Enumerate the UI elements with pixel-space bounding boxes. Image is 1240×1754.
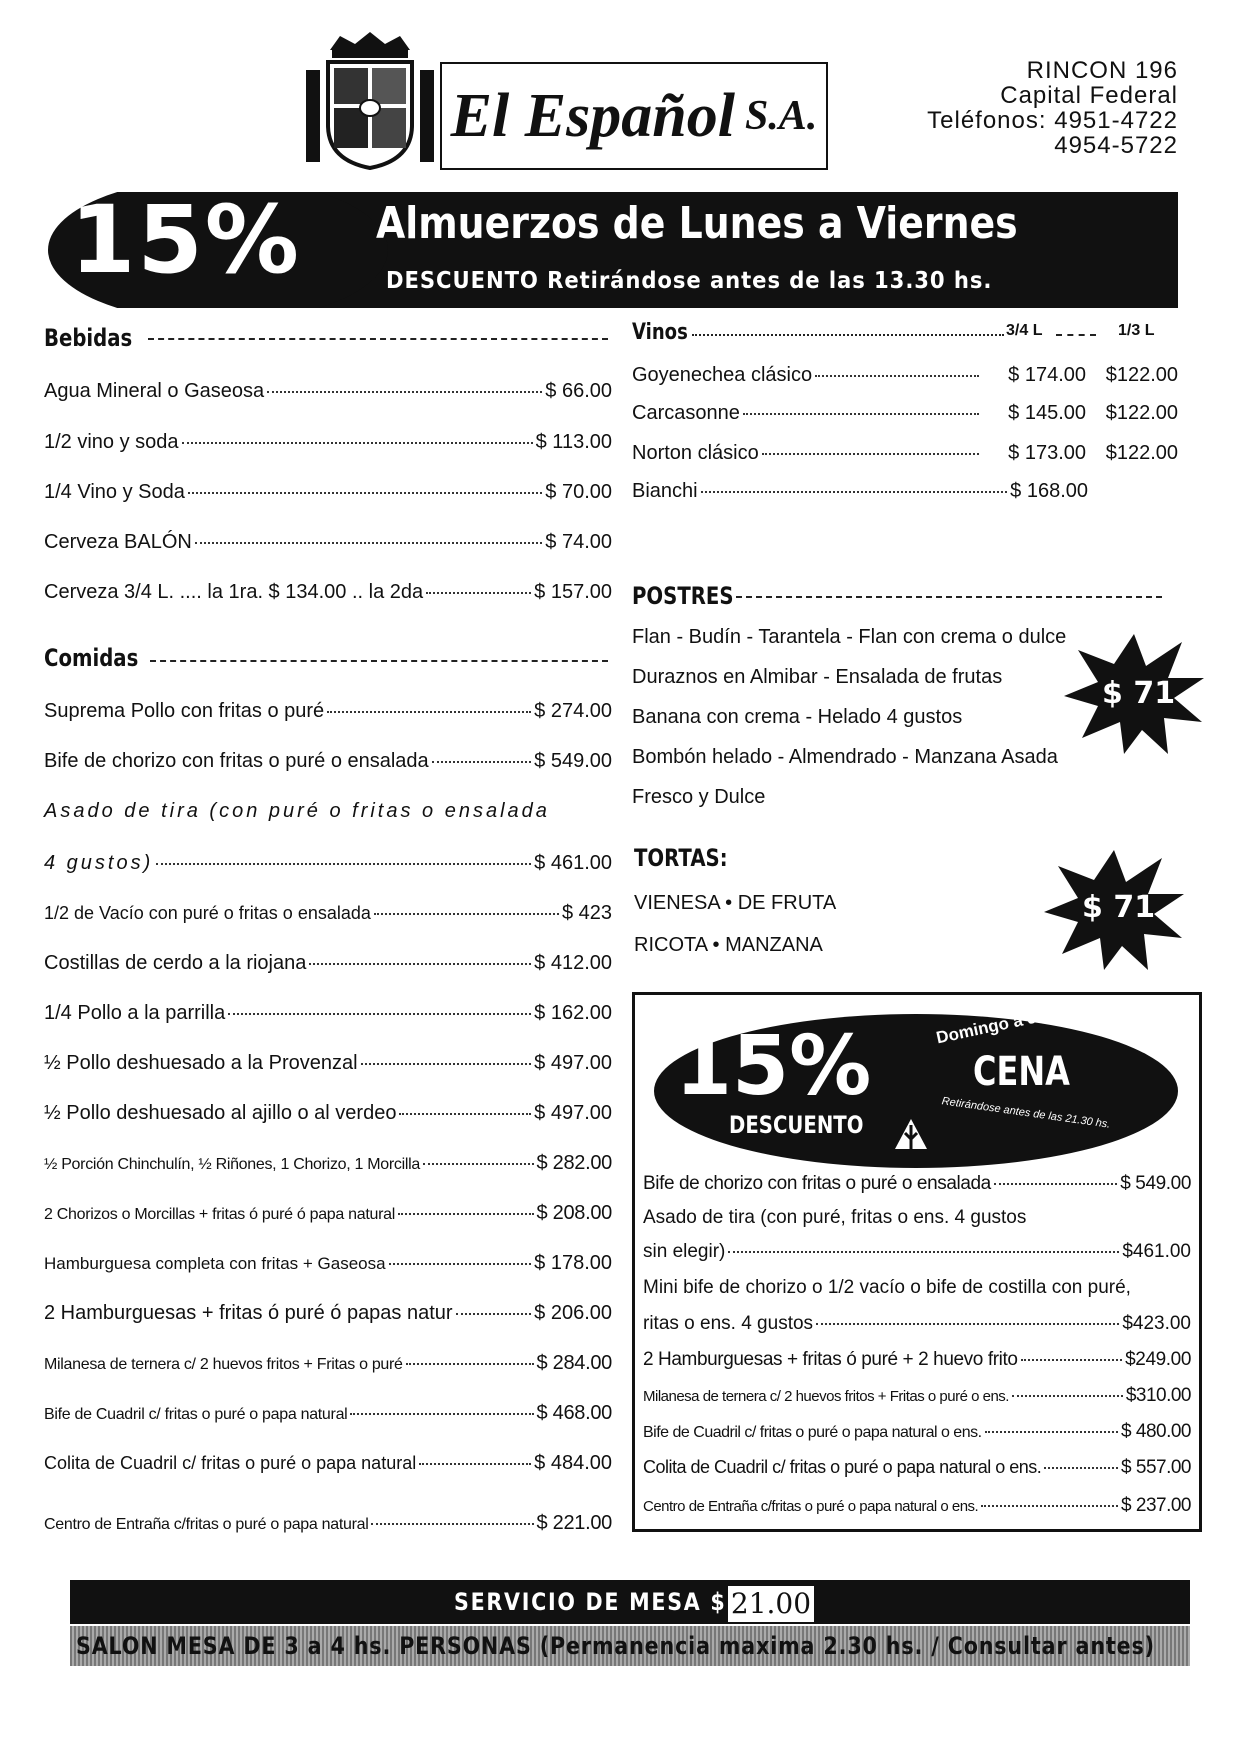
leader-dots (406, 1363, 534, 1365)
leader-dots (309, 963, 531, 965)
price-3-4: $ 173.00 (1008, 442, 1086, 464)
item-name: 2 Hamburguesas + fritas ó puré ó papas natur (44, 1302, 453, 1324)
menu-row (44, 902, 612, 925)
wine-name: Goyenechea clásico (632, 364, 813, 386)
price-1-3: $122.00 (1105, 364, 1178, 386)
menu-row (44, 481, 612, 504)
leader-dots (432, 761, 531, 763)
item-price: $ 557.00 (1121, 1457, 1191, 1478)
brand-name (440, 62, 828, 170)
item-name: Colita de Cuadril c/ fritas o puré o papa natural (44, 1453, 417, 1473)
col-header-3-4: 3/4 L (1006, 322, 1043, 339)
item-name: 2 Hamburguesas + fritas ó puré + 2 huevo frito (643, 1349, 1018, 1370)
cena-row (643, 1385, 1191, 1407)
leader-dots (994, 1183, 1117, 1185)
cena-line: Mini bife de chorizo o 1/2 vacío o bife de costilla con puré, (643, 1277, 1131, 1298)
wine-row (632, 402, 1178, 425)
menu-row (44, 750, 612, 773)
item-name: Asado de tira (con puré o fritas o ensalada (44, 800, 550, 822)
item-name: Suprema Pollo con fritas o puré (44, 700, 325, 722)
item-price: $ 221.00 (536, 1512, 612, 1534)
item-price: $310.00 (1125, 1385, 1191, 1406)
item-name: sin elegir) (643, 1241, 726, 1262)
leader-dots (371, 1523, 533, 1525)
leader-dots (399, 1113, 531, 1115)
item-name: Cerveza BALÓN (44, 531, 192, 553)
item-price: $ 549.00 (1120, 1173, 1191, 1194)
menu-row (44, 1512, 612, 1535)
item-price: $ 423 (561, 902, 612, 924)
leader-dots (816, 1323, 1119, 1325)
leader-dots (426, 592, 531, 594)
cena-title: CENA (973, 1049, 1070, 1095)
leader-dots (701, 491, 1008, 493)
postres-line: Banana con crema - Helado 4 gustos (632, 706, 963, 728)
item-name: Bife de chorizo con fritas o puré o ensalada (643, 1173, 991, 1194)
menu-row (44, 1352, 612, 1375)
tortas-line: VIENESA • DE FRUTA (634, 892, 837, 914)
menu-row (44, 700, 612, 723)
leader-dots (985, 1431, 1118, 1433)
leader-dots (728, 1251, 1119, 1253)
item-price: $461.00 (1122, 1241, 1191, 1262)
item-price: $ 484.00 (534, 1452, 612, 1474)
address-city: Capital Federal (1000, 82, 1178, 109)
cena-days: Domingo a Jueves (934, 997, 1086, 1048)
menu-row (44, 1302, 612, 1325)
cena-note: Retirándose antes de las 21.30 hs. (940, 1095, 1112, 1131)
postres-line: Duraznos en Almibar - Ensalada de frutas (632, 666, 1003, 688)
cena-descuento: DESCUENTO (729, 1111, 864, 1139)
item-name: Centro de Entraña c/fritas o puré o papa natural (44, 1516, 369, 1533)
item-price: $ 178.00 (534, 1252, 612, 1274)
item-price: $ 461.00 (534, 852, 612, 874)
menu-row (44, 1452, 612, 1475)
leader-dots (156, 863, 531, 865)
item-price: $ 412.00 (534, 952, 612, 974)
item-name: 1/2 de Vacío con puré o fritas o ensalada (44, 903, 371, 923)
menu-row (44, 1152, 612, 1175)
cena-row (643, 1173, 1191, 1195)
item-name: ½ Porción Chinchulín, ½ Riñones, 1 Chorizo, 1 Morcilla (44, 1156, 420, 1173)
tortas-line: RICOTA • MANZANA (634, 934, 823, 956)
leader-dots (182, 442, 533, 444)
item-price: $ 497.00 (534, 1102, 612, 1124)
vinos-heading: Vinos (632, 320, 688, 345)
phone-line-2: 4954-5722 (1054, 132, 1178, 159)
postres-line: Flan - Budín - Tarantela - Flan con crema o dulce (632, 626, 1067, 648)
divider (692, 334, 1004, 336)
wine-row (632, 442, 1178, 465)
item-price: $ 480.00 (1121, 1421, 1191, 1442)
menu-row (44, 380, 612, 403)
postres-price: $ 71 (1102, 676, 1176, 711)
postres-line: Bombón helado - Almendrado - Manzana Asada (632, 746, 1058, 768)
coat-of-arms-logo (300, 30, 440, 170)
menu-row (44, 431, 612, 454)
menu-row (44, 1002, 612, 1025)
col-header-1-3: 1/3 L (1118, 322, 1155, 339)
item-name: 1/4 Pollo a la parrilla (44, 1002, 226, 1024)
menu-row (44, 800, 612, 823)
phone-line: Teléfonos: 4951-4722 (927, 107, 1178, 134)
lunch-subtitle: DESCUENTO Retirándose antes de las 13.30 hs. (386, 268, 993, 294)
leader-dots (374, 913, 559, 915)
item-name: Agua Mineral o Gaseosa (44, 380, 265, 402)
menu-row (44, 952, 612, 975)
price-3-4: $ 145.00 (1008, 402, 1086, 424)
item-name: Milanesa de ternera c/ 2 huevos fritos + Fritas o puré (44, 1356, 403, 1373)
leader-dots (195, 542, 542, 544)
item-name: Costillas de cerdo a la riojana (44, 952, 307, 974)
menu-row (44, 1252, 612, 1275)
service-price: 21.00 (726, 1584, 816, 1624)
cena-row (643, 1421, 1191, 1443)
leader-dots (228, 1013, 531, 1015)
address-block (927, 58, 1178, 158)
item-price: $ 70.00 (545, 481, 612, 503)
item-price: $ 468.00 (536, 1402, 612, 1424)
price-3-4: $ 168.00 (1010, 480, 1088, 502)
leader-dots (361, 1063, 532, 1065)
cena-row (643, 1313, 1191, 1335)
menu-row (44, 1402, 612, 1425)
wine-name: Bianchi (632, 480, 698, 502)
item-price: $ 157.00 (534, 581, 612, 603)
item-price: $ 274.00 (534, 700, 612, 722)
wine-name: Norton clásico (632, 442, 759, 464)
leader-dots (188, 492, 542, 494)
item-name: ritas o ens. 4 gustos (643, 1313, 814, 1334)
cena-percent: 15% (675, 1019, 872, 1114)
leader-dots (398, 1213, 534, 1215)
item-name: Cerveza 3/4 L. .... la 1ra. $ 134.00 .. la 2da (44, 581, 424, 603)
leader-dots (350, 1413, 533, 1415)
item-price: $423.00 (1122, 1313, 1191, 1334)
leader-dots (743, 413, 979, 415)
wine-row (632, 364, 1178, 387)
brand-text: El Español (450, 81, 735, 150)
item-name: Milanesa de ternera c/ 2 huevos fritos + Fritas o puré o ens. (643, 1388, 1009, 1405)
fork-knife-icon (891, 1115, 931, 1151)
leader-dots (327, 711, 531, 713)
divider (148, 338, 608, 340)
menu-row (44, 581, 612, 604)
item-name: ½ Pollo deshuesado a la Provenzal (44, 1052, 358, 1074)
tortas-price: $ 71 (1082, 890, 1156, 925)
leader-dots (389, 1263, 532, 1265)
item-price: $ 208.00 (536, 1202, 612, 1224)
item-price: $ 284.00 (536, 1352, 612, 1374)
divider (1056, 334, 1096, 336)
wine-row (632, 480, 1088, 503)
leader-dots (1012, 1395, 1123, 1397)
service-label: SERVICIO DE MESA $ (454, 1588, 727, 1616)
item-name: 1/2 vino y soda (44, 431, 179, 453)
cena-row (643, 1495, 1191, 1517)
item-price: $ 237.00 (1121, 1495, 1191, 1516)
salon-note: SALON MESA DE 3 a 4 hs. PERSONAS (Permanencia maxima 2.30 hs. / Consultar antes) (76, 1632, 1155, 1660)
brand-suffix: S.A. (744, 93, 818, 139)
menu-row (44, 1052, 612, 1075)
leader-dots (456, 1313, 532, 1315)
item-name: Bife de chorizo con fritas o puré o ensalada (44, 750, 429, 772)
cena-row (643, 1457, 1191, 1479)
menu-row (44, 1202, 612, 1225)
bebidas-heading: Bebidas (44, 324, 133, 352)
leader-dots (419, 1463, 531, 1465)
postres-heading: POSTRES (632, 582, 734, 610)
item-price: $ 113.00 (535, 431, 612, 453)
address-line: RINCON 196 (1026, 57, 1178, 84)
item-price: $ 497.00 (534, 1052, 612, 1074)
leader-dots (267, 391, 542, 393)
item-name: 2 Chorizos o Morcillas + fritas ó puré ó papa natural (44, 1206, 395, 1223)
leader-dots (1021, 1359, 1123, 1361)
leader-dots (815, 375, 979, 377)
item-name: ½ Pollo deshuesado al ajillo o al verdeo (44, 1102, 397, 1124)
item-name: Bife de Cuadril c/ fritas o puré o papa natural o ens. (643, 1424, 982, 1441)
leader-dots (762, 453, 979, 455)
leader-dots (1044, 1467, 1118, 1469)
item-name: Hamburguesa completa con fritas + Gaseosa (44, 1254, 386, 1273)
cena-box (632, 992, 1202, 1532)
item-price: $ 162.00 (534, 1002, 612, 1024)
menu-row (44, 531, 612, 554)
price-1-3: $122.00 (1105, 402, 1178, 424)
tortas-heading: TORTAS: (634, 844, 728, 872)
leader-dots (981, 1505, 1118, 1507)
price-1-3: $122.00 (1105, 442, 1178, 464)
lunch-title: Almuerzos de Lunes a Viernes (376, 198, 1018, 249)
item-price: $249.00 (1125, 1349, 1191, 1370)
postres-line: Fresco y Dulce (632, 786, 766, 808)
item-price: $ 206.00 (534, 1302, 612, 1324)
item-name: 4 gustos) (44, 852, 154, 874)
item-price: $ 282.00 (536, 1152, 612, 1174)
leader-dots (423, 1163, 534, 1165)
divider (736, 596, 1162, 598)
item-name: 1/4 Vino y Soda (44, 481, 185, 503)
item-price: $ 66.00 (545, 380, 612, 402)
divider (150, 660, 608, 662)
item-name: Centro de Entraña c/fritas o puré o papa natural o ens. (643, 1498, 979, 1515)
cena-row (643, 1349, 1191, 1371)
cena-line: Asado de tira (con puré, fritas o ens. 4 gustos (643, 1207, 1027, 1228)
item-name: Bife de Cuadril c/ fritas o puré o papa natural (44, 1406, 348, 1423)
item-price: $ 549.00 (534, 750, 612, 772)
menu-row (44, 852, 612, 875)
item-price: $ 74.00 (545, 531, 612, 553)
cena-row (643, 1241, 1191, 1263)
menu-row (44, 1102, 612, 1125)
lunch-discount-percent: 15% (70, 186, 301, 295)
price-3-4: $ 174.00 (1008, 364, 1086, 386)
item-name: Colita de Cuadril c/ fritas o puré o papa natural o ens. (643, 1457, 1042, 1477)
comidas-heading: Comidas (44, 644, 139, 672)
wine-name: Carcasonne (632, 402, 740, 424)
